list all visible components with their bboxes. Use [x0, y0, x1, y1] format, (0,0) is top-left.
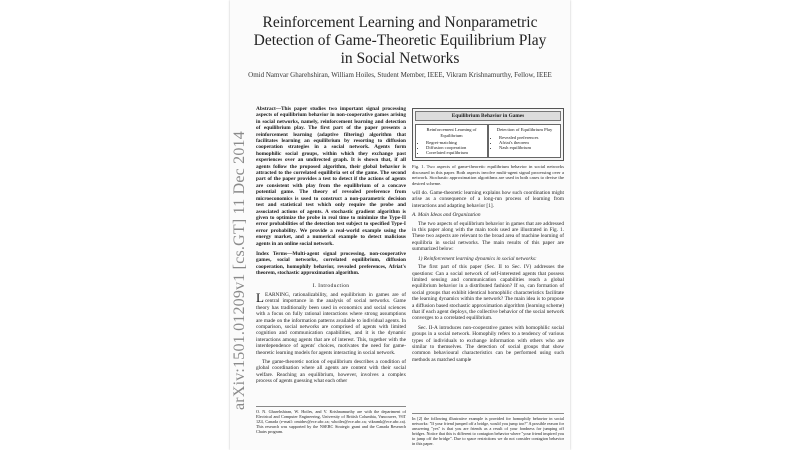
- subsection-heading: A. Main Ideas and Organization: [412, 212, 481, 219]
- figure-right-item: • Afriat's theorem: [499, 140, 558, 145]
- footnote-affiliations: O. N. Gharehshiran, W. Hoiles, and V. Krishnamurthy are with the department of Electrical and Computer Engineering, University of British Columbia, Vancouver, V6T 1Z4, Canada (e-mail: omidnv@ece.ubc.ca; whoiles@ece.ubc.ca; vikramk@ece.ubc.ca). This research was supported by the NSERC Strategic grant and the Canada Research Chairs program.: [256, 406, 406, 434]
- figure-right-item: • Nash equilibrium: [499, 145, 558, 150]
- right-paragraph-1: will do. Game-theoretic learning explains how such coordination might arise as a consequence of a long-run process of learning from interactions and adapting behavior [1].: [412, 190, 564, 209]
- figure-right-box-title: Detection of Equilibrium Play: [496, 127, 553, 133]
- footnote-homophily: In [2] the following illustrative example is provided for homophily behavior in social networks: "If your friend jumped off a bridge, would you jump too?" A possible reason for answering "yes" is that you are friends as a result of your fondness for jumping off bridges. Notice that this is different to contagion behavior where "your friend inspired you to jump off the bridge". Due to space restrictions we do not consider contagion behavior in this paper.: [412, 413, 564, 446]
- right-paragraph-2: The two aspects of equilibrium behavior in games that are addressed in this paper along with the main tools used are illustrated in Fig. 1. These two aspects are relevant to the broad area of machine learning of equilibria in social networks. The main results of this paper are summarized below:: [412, 220, 564, 253]
- figure-left-item: • Diffusion cooperation: [426, 145, 485, 150]
- figure-left-item: • Regret-matching: [426, 140, 485, 145]
- section-introduction-heading: I. Introduction: [312, 282, 350, 289]
- figure-boxes: [415, 124, 561, 158]
- intro-paragraph-2: The game-theoretic notion of equilibrium describes a condition of global coordination where all agents are content with their social welfare. Reaching an equilibrium, however, involves a complex process of agents guessing what each other: [256, 359, 406, 385]
- right-paragraph-4: Sec. II-A introduces non-cooperative games with homophilic social groups in a social network. Homophily refers to a tendency of various types of individuals to exchange information with others who are similar to themselves. The detection of social groups that show common behavioural characteristics can be performed using such methods as matched sample: [412, 324, 564, 363]
- right-column: [412, 106, 564, 366]
- paper-title: Reinforcement Learning and Nonparametric Detection of Game-Theoretic Equilibrium Play in Social Networks: [253, 14, 547, 67]
- figure-left-box-title: Reinforcement Learning of Equilibrium: [426, 127, 477, 138]
- figure-title: Equilibrium Behavior in Games: [415, 111, 561, 121]
- figure-left-box: [415, 124, 488, 158]
- figure-1: [412, 108, 564, 161]
- figure-left-item: • Correlated equilibrium: [426, 150, 485, 155]
- drop-cap: L: [256, 289, 264, 305]
- paper-page: [230, 0, 570, 450]
- figure-right-box-list: [491, 135, 558, 151]
- paper-authors: Omid Namvar Gharehshiran, William Hoiles, Student Member, IEEE, Vikram Krishnamurthy, Fellow, IEEE: [248, 71, 552, 79]
- left-column: [256, 106, 406, 388]
- arxiv-stamp: arXiv:1501.01209v1 [cs.GT] 11 Dec 2014: [231, 131, 248, 410]
- subsubsection-heading: 1) Reinforcement learning dynamics in social networks:: [418, 255, 537, 262]
- figure-right-box: [488, 124, 561, 158]
- right-paragraph-3: The first part of this paper (Sec. II to Sec. IV) addresses the questions: Can a social network of self-interested agents that possess limited sensing and communication capabilities reach a global equilibrium behavior in a distributed fashion? If so, can formation of social groups that exhibit identical homophilic characteristics facilitate the learning dynamics within the network? The main idea is to propose a diffusion based stochastic approximation algorithm (learning scheme) that if each agent deploys, the collective behavior of the social network converges to a correlated equilibrium.: [412, 264, 564, 322]
- intro-paragraph-1: [256, 289, 406, 356]
- figure-caption: Fig. 1. Two aspects of game-theoretic equilibrium behavior in social networks discussed in this paper. Both aspects involve multi-agent signal processing over a network. Stochastic approximation algorithms are used in both cases to devise the desired scheme.: [412, 164, 564, 186]
- figure-right-item: • Revealed preferences: [499, 135, 558, 140]
- abstract: Abstract—This paper studies two important signal processing aspects of equilibrium behavior in non-cooperative games arising in social networks, namely, reinforcement learning and detection of equilibrium play. The first part of the paper presents a reinforcement learning (adaptive filtering) algorithm that facilitates learning an equilibrium by resorting to diffusion cooperation strategies in a social network. Agents form homophilic social groups, within which they exchange past experiences over an undirected graph. It is shown that, if all agents follow the proposed algorithm, their global behavior is attracted to the correlated equilibria set of the game. The second part of the paper provides a test to detect if the actions of agents are consistent with play from the equilibrium of a concave potential game. The theory of revealed preference from microeconomics is used to construct a non-parametric decision test and statistical test which only require the probe and associated actions of agents. A stochastic gradient algorithm is given to optimize the probe in real time to minimize the Type-II error probabilities of the detection test subject to specified Type-I error probability. We provide a real-world example using the energy market, and a numerical example to detect malicious agents in an online social network.: [256, 106, 406, 247]
- index-terms: Index Terms—Multi-agent signal processing, non-cooperative games, social networks, correlated equilibrium, diffusion cooperation, homophily behavior, revealed preferences, Afriat's theorem, stochastic approximation algorithm.: [256, 250, 406, 277]
- figure-left-box-list: [418, 140, 485, 156]
- intro-paragraph-1-text: EARNING, rationalizability, and equilibrium in games are of central importance in the analysis of social networks. Game theory has traditionally been used in economics and social sciences with a focus on fully rational interactions where strong assumptions are made on the information patterns available to individual agents. In comparison, social networks are comprised of agents with limited cognition and communication capabilities, and it is the dynamic interactions among agents that are of interest. This, together with the interdependence of agents' choices, motivates the need for game-theoretic learning models for agents interacting in social network.: [256, 291, 406, 356]
